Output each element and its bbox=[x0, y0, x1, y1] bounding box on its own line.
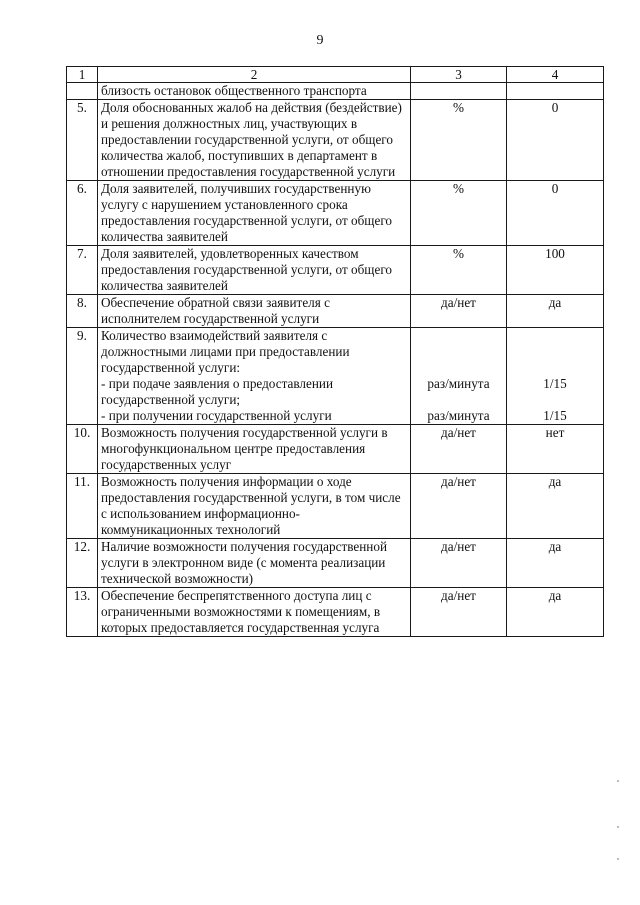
row-number: 12. bbox=[67, 539, 98, 588]
table-row-continuation bbox=[67, 83, 604, 100]
value-cell bbox=[507, 83, 604, 100]
row-number: 7. bbox=[67, 246, 98, 295]
value: нет bbox=[507, 425, 604, 474]
unit: % bbox=[411, 246, 507, 295]
sub-item-text: - при получении государственной услуги bbox=[101, 408, 332, 423]
value bbox=[507, 328, 604, 425]
column-number-3: 3 bbox=[411, 67, 507, 83]
table-row bbox=[67, 181, 604, 246]
unit: да/нет bbox=[411, 425, 507, 474]
value: 0 bbox=[507, 100, 604, 181]
value: 0 bbox=[507, 181, 604, 246]
row-number: 6. bbox=[67, 181, 98, 246]
sub-item-unit: раз/минута bbox=[427, 376, 490, 391]
row-number: 8. bbox=[67, 295, 98, 328]
scan-margin-dots bbox=[617, 780, 619, 860]
sub-item-text: - при подаче заявления о предоставлении государственной услуги; bbox=[101, 376, 334, 407]
page-number: 9 bbox=[316, 33, 324, 48]
indicator-text: Доля заявителей, получивших государственную услугу с нарушением установленного срока предоставления государственной услуги, от общего количества заявителей bbox=[98, 181, 411, 246]
sub-item-value: 1/15 bbox=[543, 408, 567, 423]
table-row bbox=[67, 246, 604, 295]
table-header-row bbox=[67, 67, 604, 83]
row-number: 11. bbox=[67, 474, 98, 539]
value: 100 bbox=[507, 246, 604, 295]
table-row bbox=[67, 100, 604, 181]
table-row bbox=[67, 474, 604, 539]
unit: % bbox=[411, 100, 507, 181]
row-number: 9. bbox=[67, 328, 98, 425]
indicator-text: Обеспечение обратной связи заявителя с исполнителем государственной услуги bbox=[98, 295, 411, 328]
table-row bbox=[67, 295, 604, 328]
row-number: 13. bbox=[67, 588, 98, 637]
column-number-4: 4 bbox=[507, 67, 604, 83]
indicator-text: Наличие возможности получения государственной услуги в электронном виде (с момента реализации технической возможности) bbox=[98, 539, 411, 588]
table-row bbox=[67, 539, 604, 588]
table-row bbox=[67, 328, 604, 425]
indicator-text: Обеспечение беспрепятственного доступа лиц с ограниченными возможностями к помещениям, в которых предоставляется государственная услуга bbox=[98, 588, 411, 637]
column-number-2: 2 bbox=[98, 67, 411, 83]
indicator-text: Возможность получения информации о ходе предоставления государственной услуги, в том числе с использованием информационно-коммуникационных технологий bbox=[98, 474, 411, 539]
sub-item-value: 1/15 bbox=[543, 376, 567, 391]
table-row bbox=[67, 425, 604, 474]
unit bbox=[411, 328, 507, 425]
value: да bbox=[507, 474, 604, 539]
row-number: 5. bbox=[67, 100, 98, 181]
indicators-table bbox=[66, 66, 604, 637]
value: да bbox=[507, 588, 604, 637]
column-number-1: 1 bbox=[67, 67, 98, 83]
indicator-text-cell: близость остановок общественного транспорта bbox=[98, 83, 411, 100]
value: да bbox=[507, 295, 604, 328]
indicator-main-text: Количество взаимодействий заявителя с должностными лицами при предоставлении государственной услуги: bbox=[101, 328, 350, 375]
indicator-text: Доля обоснованных жалоб на действия (бездействие) и решения должностных лиц, участвующих в предоставлении государственной услуги, от общего количества жалоб, поступивших в департамент в отношении предоставления государственной услуги bbox=[98, 100, 411, 181]
indicator-text: Доля заявителей, удовлетворенных качеством предоставления государственной услуги, от общего количества заявителей bbox=[98, 246, 411, 295]
indicator-text bbox=[98, 328, 411, 425]
indicator-text: Возможность получения государственной услуги в многофункциональном центре предоставления государственных услуг bbox=[98, 425, 411, 474]
unit-cell bbox=[411, 83, 507, 100]
table-row bbox=[67, 588, 604, 637]
unit: да/нет bbox=[411, 588, 507, 637]
row-number-cell bbox=[67, 83, 98, 100]
sub-item-unit: раз/минута bbox=[427, 408, 490, 423]
unit: да/нет bbox=[411, 539, 507, 588]
row-number: 10. bbox=[67, 425, 98, 474]
value: да bbox=[507, 539, 604, 588]
unit: да/нет bbox=[411, 474, 507, 539]
unit: % bbox=[411, 181, 507, 246]
unit: да/нет bbox=[411, 295, 507, 328]
